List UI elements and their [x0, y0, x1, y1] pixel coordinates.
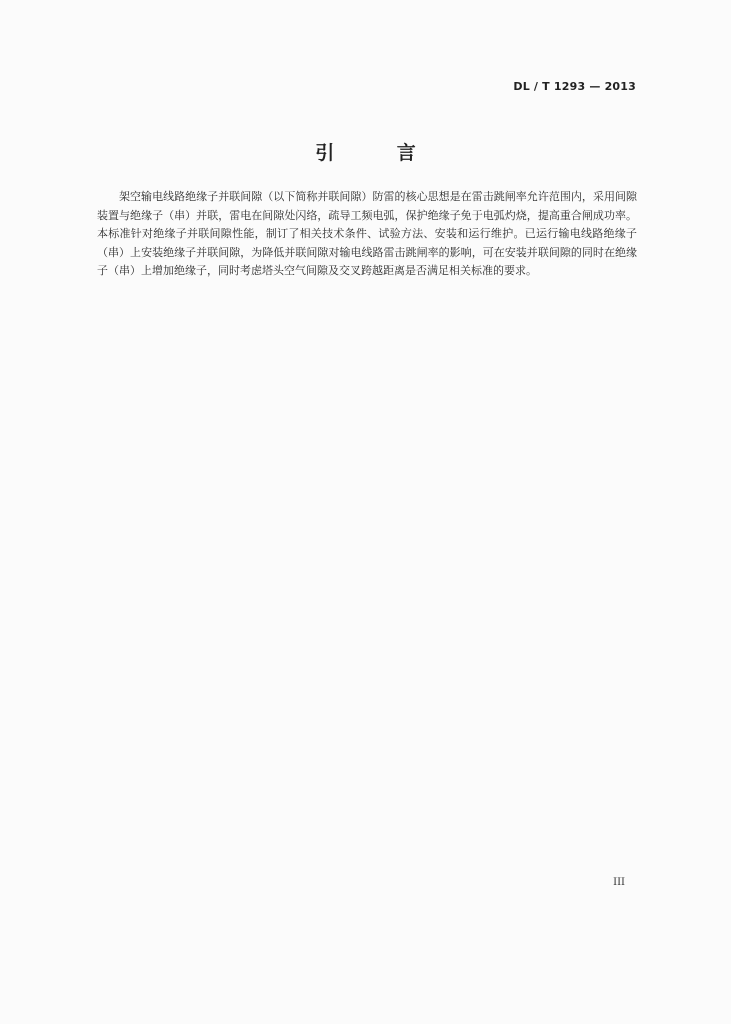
standard-code: DL / T 1293 — 2013 [513, 80, 636, 93]
introduction-paragraph: 架空输电线路绝缘子并联间隙（以下简称并联间隙）防雷的核心思想是在雷击跳闸率允许范围内，采用间隙装置与绝缘子（串）并联，雷电在间隙处闪络，疏导工频电弧，保护绝缘子免于电弧灼烧，提高重合闸成功率。本标准针对绝缘子并联间隙性能，制订了相关技术条件、试验方法、安装和运行维护。已运行输电线路绝缘子（串）上安装绝缘子并联间隙，为降低并联间隙对输电线路雷击跳闸率的影响，可在安装并联间隙的同时在绝缘子（串）上增加绝缘子，同时考虑塔头空气间隙及交叉跨越距离是否满足相关标准的要求。 [97, 190, 637, 277]
page-number: III [613, 877, 625, 888]
body-text [97, 188, 637, 281]
page-title: 引 言 [315, 142, 444, 164]
